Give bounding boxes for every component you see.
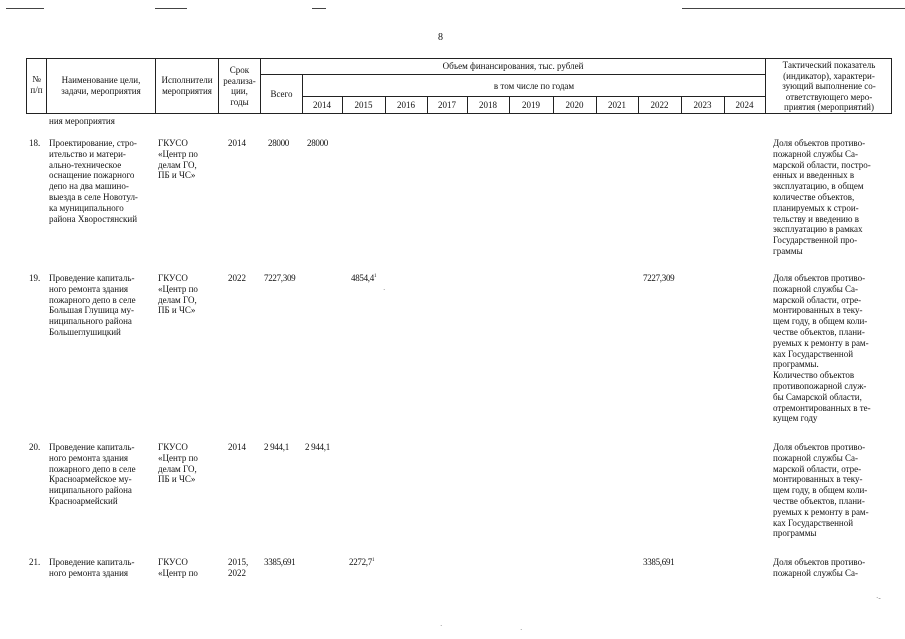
header-year-2021: 2021 xyxy=(608,100,626,110)
header-year-2023: 2023 xyxy=(693,100,712,110)
row-value-2015 xyxy=(349,557,374,567)
header-indicator: Тактический показатель (индикатор), характери- зующий выполнение со- ответствующего меро- приятия (мероприятий) xyxy=(782,60,876,112)
row-number: 20. xyxy=(29,442,41,452)
row-indicator: Доля объектов противо- пожарной службы Са- марской области, постро- енных и введенных в эксплуатацию, в общем количестве объектов, планируемых к строи- тельству и введению в эксплуатацию в рамках Государственной про- граммы xyxy=(773,138,871,256)
row-indicator: Доля объектов противо- пожарной службы Са- xyxy=(773,557,866,578)
row-total: 7227,309 xyxy=(264,273,296,283)
row-number: 19. xyxy=(29,273,41,283)
header-year-2017: 2017 xyxy=(438,100,456,110)
header-funding: Объем финансирования, тыс. рублей xyxy=(442,61,584,71)
header-by-years: в том числе по годам xyxy=(493,81,575,91)
row-total: 3385,691 xyxy=(264,557,296,567)
row-name: Проведение капиталь- ного ремонта здания пожарного депо в селе Большая Глушица му- ниципального района Большеглушицкий xyxy=(49,273,136,337)
scan-edge-mark xyxy=(312,8,326,9)
row-total: 28000 xyxy=(268,138,290,148)
header-year-2018: 2018 xyxy=(479,100,497,110)
header-num: № п/п xyxy=(30,74,43,95)
page-number: 8 xyxy=(438,32,443,43)
footnote-ref: 1 xyxy=(371,558,375,563)
row-total: 2 944,1 xyxy=(264,442,289,452)
scan-speck: · xyxy=(440,622,443,630)
row-executor: ГКУСО «Центр по делам ГО, ПБ и ЧС» xyxy=(158,138,198,181)
header-year-2020: 2020 xyxy=(565,100,584,110)
row-number: 18. xyxy=(29,138,41,148)
row-value-2014: 28000 xyxy=(307,138,329,148)
continuation-text: ния мероприятия xyxy=(49,116,115,126)
row-term: 2014 xyxy=(228,138,246,148)
header-executor: Исполнители мероприятия xyxy=(161,75,213,96)
row-executor: ГКУСО «Центр по делам ГО, ПБ и ЧС» xyxy=(158,273,198,316)
row-executor: ГКУСО «Центр по делам ГО, ПБ и ЧС» xyxy=(158,442,198,485)
header-year-2014: 2014 xyxy=(313,100,331,110)
row-value-2022: 7227,309 xyxy=(643,273,675,283)
row-name: Проектирование, стро- ительство и матери- ально-техническое оснащение пожарного депо на два машино- выезда в селе Новотул- ка муниципального района Хворостянский xyxy=(49,138,138,224)
footnote-ref: 1 xyxy=(373,274,377,279)
row-name: Проведение капиталь- ного ремонта здания xyxy=(49,557,135,578)
row-term: 2022 xyxy=(228,273,246,283)
scan-speck: · xyxy=(520,626,523,634)
header-total: Всего xyxy=(270,89,293,99)
header-year-2024: 2024 xyxy=(735,100,754,110)
row-value-2015-text: 2272,7 xyxy=(349,557,372,567)
scan-speck: ·- xyxy=(876,594,881,602)
row-value-2014: 2 944,1 xyxy=(305,442,330,452)
header-term: Срок реализа- ции, годы xyxy=(223,65,256,107)
header-year-2019: 2019 xyxy=(522,100,540,110)
row-executor: ГКУСО «Центр по xyxy=(158,557,198,578)
scan-edge-mark xyxy=(155,8,187,9)
header-name: Наименование цели, задачи, мероприятия xyxy=(61,75,141,96)
row-number: 21. xyxy=(29,557,41,567)
scan-edge-mark xyxy=(682,8,905,9)
header-year-2015: 2015 xyxy=(354,100,373,110)
row-term: 2014 xyxy=(228,442,246,452)
row-indicator: Доля объектов противо- пожарной службы Са- марской области, отре- монтированных в теку- щем году, в общем коли- честве объектов, плани- руемых к ремонту в рам- ках Государственной программы. Количество объектов противопожарной служ- бы Самарской области, отремонтированных в те- кущем году xyxy=(773,273,871,424)
scan-edge-mark xyxy=(6,8,44,9)
scan-speck: · xyxy=(383,286,386,294)
row-value-2015-text: 4854,4 xyxy=(351,273,374,283)
row-indicator: Доля объектов противо- пожарной службы Са- марской области, отре- монтированных в теку- щем году, в общем коли- честве объектов, плани- руемых к ремонту в рам- ках Государственной программы xyxy=(773,442,869,539)
row-value-2015 xyxy=(351,273,376,283)
header-year-2022: 2022 xyxy=(650,100,669,110)
row-name: Проведение капиталь- ного ремонта здания пожарного депо в селе Красноармейское му- ниципального района Красноармейский xyxy=(49,442,136,506)
header-year-2016: 2016 xyxy=(397,100,415,110)
row-term: 2015, 2022 xyxy=(228,557,249,578)
row-value-2022: 3385,691 xyxy=(643,557,675,567)
